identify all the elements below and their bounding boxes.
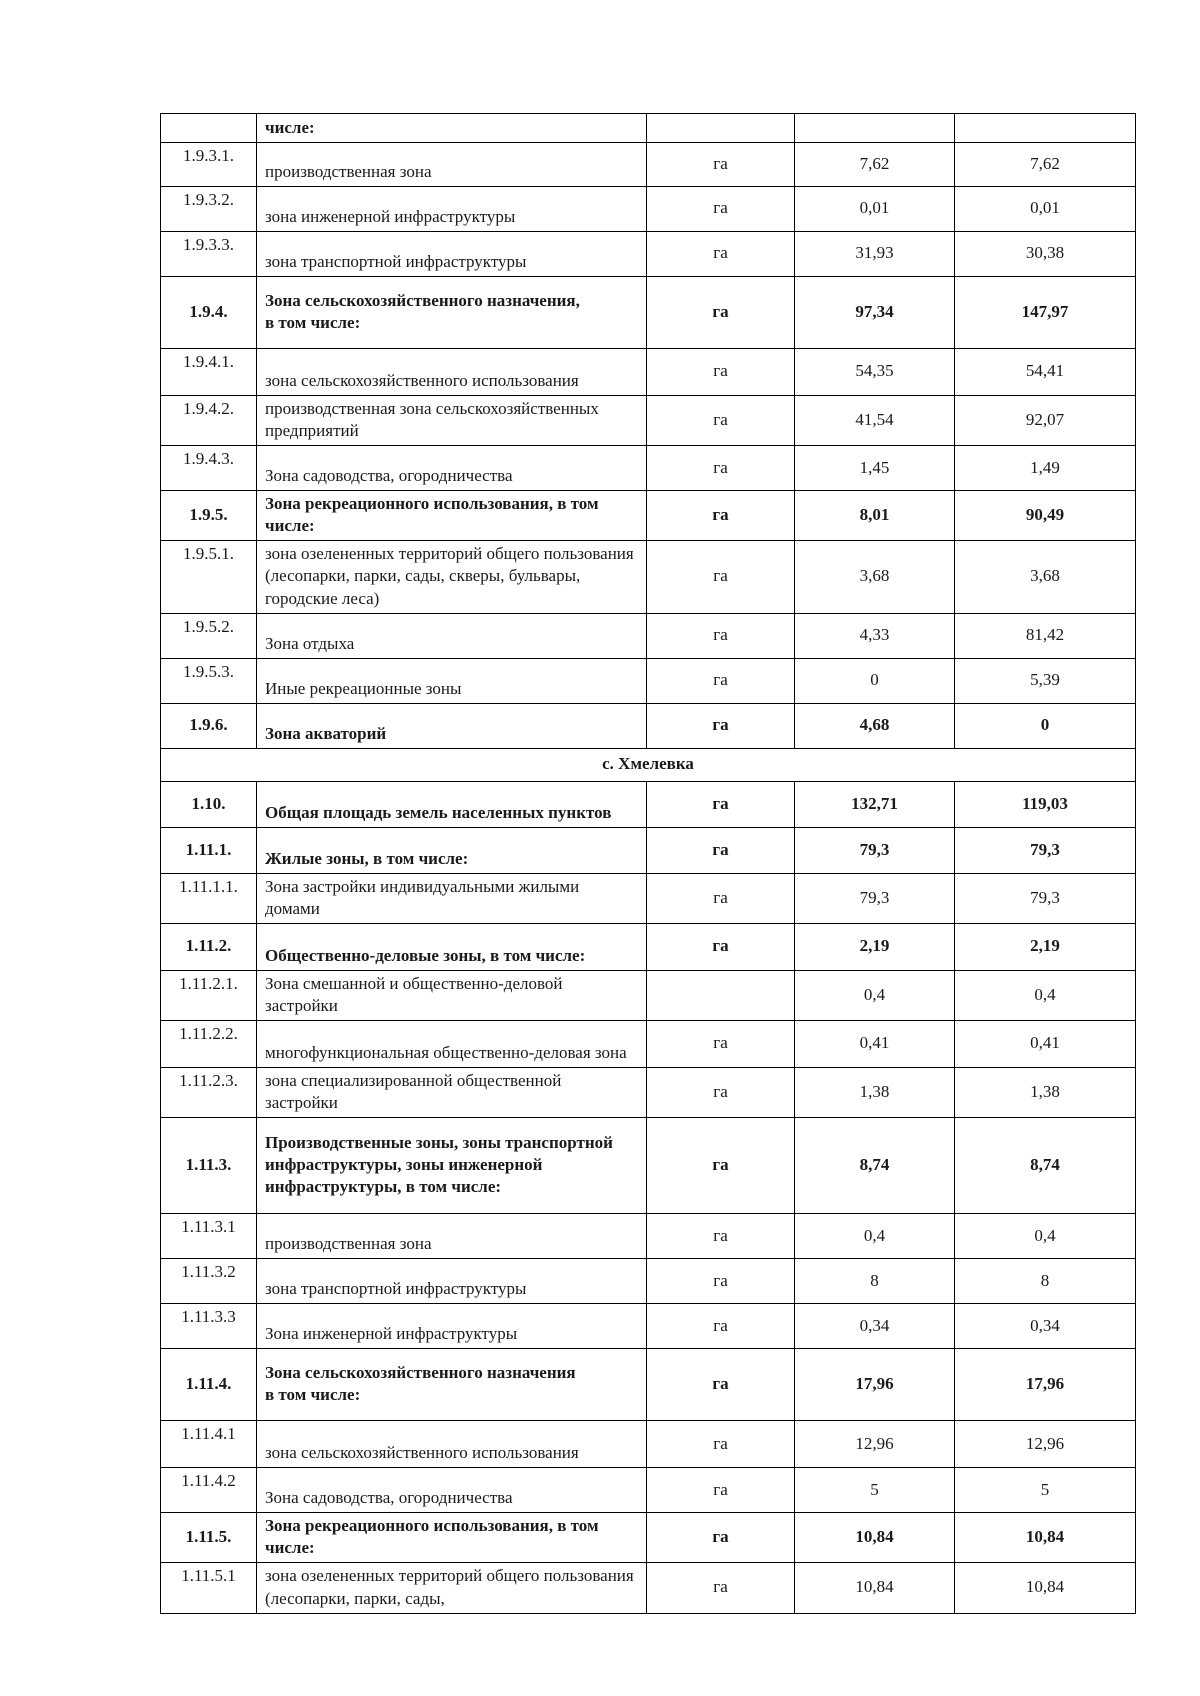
row-name: Зона акваторий <box>257 703 647 748</box>
row-number: 1.11.3.1 <box>161 1214 257 1259</box>
row-value-existing: 31,93 <box>795 232 955 277</box>
row-name: зона инженерной инфраструктуры <box>257 187 647 232</box>
row-unit: га <box>647 1068 795 1118</box>
table-row <box>161 658 1136 703</box>
row-value-existing: 10,84 <box>795 1563 955 1613</box>
row-unit: га <box>647 187 795 232</box>
table-row <box>161 613 1136 658</box>
table-row <box>161 1214 1136 1259</box>
row-number: 1.11.3.3 <box>161 1304 257 1349</box>
row-value-existing: 5 <box>795 1468 955 1513</box>
table-row <box>161 1563 1136 1613</box>
row-number: 1.9.3.2. <box>161 187 257 232</box>
row-name: числе: <box>257 114 647 143</box>
row-value-projected <box>955 114 1136 143</box>
table-row <box>161 873 1136 923</box>
table-row <box>161 1349 1136 1421</box>
row-unit: га <box>647 1021 795 1068</box>
row-value-existing: 0,34 <box>795 1304 955 1349</box>
row-unit: га <box>647 232 795 277</box>
row-number: 1.11.4. <box>161 1349 257 1421</box>
row-value-projected: 0,34 <box>955 1304 1136 1349</box>
row-name: зона озелененных территорий общего пользования (лесопарки, парки, сады, скверы, бульвары, городские леса) <box>257 541 647 613</box>
row-unit: га <box>647 491 795 541</box>
row-value-existing: 0 <box>795 658 955 703</box>
row-value-projected: 10,84 <box>955 1513 1136 1563</box>
row-name: производственная зона <box>257 1214 647 1259</box>
row-number: 1.9.3.1. <box>161 143 257 187</box>
row-number: 1.11.2. <box>161 923 257 970</box>
row-name: Зона рекреационного использования, в том числе: <box>257 491 647 541</box>
row-number: 1.11.2.2. <box>161 1021 257 1068</box>
row-unit: га <box>647 1259 795 1304</box>
table-row <box>161 143 1136 187</box>
row-number: 1.9.5.2. <box>161 613 257 658</box>
row-number <box>161 114 257 143</box>
row-number: 1.11.3.2 <box>161 1259 257 1304</box>
row-value-existing: 0,4 <box>795 1214 955 1259</box>
row-value-projected: 92,07 <box>955 396 1136 446</box>
section-title: с. Хмелевка <box>161 748 1136 781</box>
row-name: многофункциональная общественно-деловая зона <box>257 1021 647 1068</box>
row-value-existing: 8,74 <box>795 1118 955 1214</box>
row-value-existing: 0,4 <box>795 970 955 1020</box>
table-row <box>161 1468 1136 1513</box>
row-value-existing: 8 <box>795 1259 955 1304</box>
row-value-projected: 17,96 <box>955 1349 1136 1421</box>
row-unit <box>647 970 795 1020</box>
table-row <box>161 923 1136 970</box>
row-number: 1.9.5.3. <box>161 658 257 703</box>
row-unit: га <box>647 873 795 923</box>
row-unit: га <box>647 1563 795 1613</box>
row-value-existing: 8,01 <box>795 491 955 541</box>
row-unit: га <box>647 1214 795 1259</box>
row-value-existing: 3,68 <box>795 541 955 613</box>
row-value-projected: 2,19 <box>955 923 1136 970</box>
row-value-projected: 8 <box>955 1259 1136 1304</box>
row-value-projected: 0,01 <box>955 187 1136 232</box>
row-name: Зона сельскохозяйственного назначения в том числе: <box>257 1349 647 1421</box>
row-value-existing: 7,62 <box>795 143 955 187</box>
row-value-projected: 119,03 <box>955 781 1136 827</box>
table-row <box>161 1118 1136 1214</box>
row-value-projected: 3,68 <box>955 541 1136 613</box>
row-unit: га <box>647 1513 795 1563</box>
row-number: 1.11.2.1. <box>161 970 257 1020</box>
row-name: Жилые зоны, в том числе: <box>257 827 647 873</box>
table-row <box>161 114 1136 143</box>
row-value-projected: 0,41 <box>955 1021 1136 1068</box>
row-name: Зона сельскохозяйственного назначения, в том числе: <box>257 277 647 349</box>
table-row <box>161 491 1136 541</box>
row-name: производственная зона <box>257 143 647 187</box>
table-row <box>161 703 1136 748</box>
row-number: 1.9.3.3. <box>161 232 257 277</box>
row-number: 1.11.1. <box>161 827 257 873</box>
row-name: зона транспортной инфраструктуры <box>257 232 647 277</box>
row-value-projected: 30,38 <box>955 232 1136 277</box>
row-value-existing: 97,34 <box>795 277 955 349</box>
row-unit: га <box>647 703 795 748</box>
row-value-projected: 8,74 <box>955 1118 1136 1214</box>
row-number: 1.9.4. <box>161 277 257 349</box>
row-number: 1.11.1.1. <box>161 873 257 923</box>
row-number: 1.9.4.3. <box>161 446 257 491</box>
row-name: зона специализированной общественной застройки <box>257 1068 647 1118</box>
row-name: Зона рекреационного использования, в том числе: <box>257 1513 647 1563</box>
row-unit: га <box>647 781 795 827</box>
row-value-existing: 54,35 <box>795 349 955 396</box>
row-unit: га <box>647 541 795 613</box>
table-row <box>161 1259 1136 1304</box>
row-value-existing: 1,38 <box>795 1068 955 1118</box>
row-value-projected: 7,62 <box>955 143 1136 187</box>
row-unit: га <box>647 1349 795 1421</box>
row-value-existing: 79,3 <box>795 827 955 873</box>
table-row <box>161 1513 1136 1563</box>
row-value-projected: 81,42 <box>955 613 1136 658</box>
row-name: Зона отдыха <box>257 613 647 658</box>
table-row <box>161 187 1136 232</box>
row-number: 1.11.5. <box>161 1513 257 1563</box>
row-value-projected: 5,39 <box>955 658 1136 703</box>
table-row <box>161 970 1136 1020</box>
table-row <box>161 1421 1136 1468</box>
row-value-projected: 12,96 <box>955 1421 1136 1468</box>
row-unit: га <box>647 613 795 658</box>
row-value-projected: 147,97 <box>955 277 1136 349</box>
row-name: Зона садоводства, огородничества <box>257 446 647 491</box>
row-name: Зона садоводства, огородничества <box>257 1468 647 1513</box>
row-value-projected: 10,84 <box>955 1563 1136 1613</box>
row-value-projected: 54,41 <box>955 349 1136 396</box>
row-number: 1.9.4.2. <box>161 396 257 446</box>
row-value-projected: 90,49 <box>955 491 1136 541</box>
row-name: Общественно-деловые зоны, в том числе: <box>257 923 647 970</box>
row-unit: га <box>647 1468 795 1513</box>
row-unit: га <box>647 277 795 349</box>
row-unit: га <box>647 1421 795 1468</box>
row-unit: га <box>647 923 795 970</box>
row-unit: га <box>647 1118 795 1214</box>
zoning-area-table <box>160 113 1136 1614</box>
row-value-existing: 10,84 <box>795 1513 955 1563</box>
row-name: Зона застройки индивидуальными жилыми домами <box>257 873 647 923</box>
row-name: зона сельскохозяйственного использования <box>257 349 647 396</box>
row-number: 1.11.4.1 <box>161 1421 257 1468</box>
table-row <box>161 277 1136 349</box>
row-value-projected: 1,49 <box>955 446 1136 491</box>
row-number: 1.11.2.3. <box>161 1068 257 1118</box>
row-number: 1.9.5. <box>161 491 257 541</box>
row-value-projected: 79,3 <box>955 873 1136 923</box>
row-value-existing: 4,33 <box>795 613 955 658</box>
row-name: зона озелененных территорий общего пользования (лесопарки, парки, сады, <box>257 1563 647 1613</box>
row-value-projected: 0 <box>955 703 1136 748</box>
row-value-existing: 41,54 <box>795 396 955 446</box>
row-value-existing: 0,41 <box>795 1021 955 1068</box>
row-value-projected: 79,3 <box>955 827 1136 873</box>
row-number: 1.11.4.2 <box>161 1468 257 1513</box>
row-number: 1.11.3. <box>161 1118 257 1214</box>
table-row <box>161 1304 1136 1349</box>
row-value-existing: 132,71 <box>795 781 955 827</box>
table-row <box>161 232 1136 277</box>
row-value-existing: 4,68 <box>795 703 955 748</box>
row-name: производственная зона сельскохозяйственных предприятий <box>257 396 647 446</box>
table-row <box>161 349 1136 396</box>
row-name: зона транспортной инфраструктуры <box>257 1259 647 1304</box>
section-header-row <box>161 748 1136 781</box>
row-name: Зона инженерной инфраструктуры <box>257 1304 647 1349</box>
row-name: Зона смешанной и общественно-деловой застройки <box>257 970 647 1020</box>
table-row <box>161 827 1136 873</box>
row-value-projected: 1,38 <box>955 1068 1136 1118</box>
row-number: 1.9.4.1. <box>161 349 257 396</box>
row-value-existing: 79,3 <box>795 873 955 923</box>
row-value-projected: 0,4 <box>955 970 1136 1020</box>
table-row <box>161 1021 1136 1068</box>
row-name: Производственные зоны, зоны транспортной инфраструктуры, зоны инженерной инфраструктуры, в том числе: <box>257 1118 647 1214</box>
row-value-existing: 12,96 <box>795 1421 955 1468</box>
row-value-existing: 0,01 <box>795 187 955 232</box>
table-row <box>161 1068 1136 1118</box>
row-unit: га <box>647 396 795 446</box>
row-number: 1.11.5.1 <box>161 1563 257 1613</box>
row-unit: га <box>647 349 795 396</box>
row-number: 1.9.5.1. <box>161 541 257 613</box>
row-unit: га <box>647 143 795 187</box>
row-name: зона сельскохозяйственного использования <box>257 1421 647 1468</box>
row-value-existing: 1,45 <box>795 446 955 491</box>
row-value-projected: 0,4 <box>955 1214 1136 1259</box>
row-unit: га <box>647 827 795 873</box>
table-row <box>161 781 1136 827</box>
row-number: 1.10. <box>161 781 257 827</box>
table-row <box>161 541 1136 613</box>
row-unit <box>647 114 795 143</box>
table-body <box>161 114 1136 1614</box>
row-name: Иные рекреационные зоны <box>257 658 647 703</box>
row-number: 1.9.6. <box>161 703 257 748</box>
row-value-projected: 5 <box>955 1468 1136 1513</box>
table-row <box>161 396 1136 446</box>
row-unit: га <box>647 658 795 703</box>
row-unit: га <box>647 446 795 491</box>
row-value-existing: 2,19 <box>795 923 955 970</box>
row-unit: га <box>647 1304 795 1349</box>
row-name: Общая площадь земель населенных пунктов <box>257 781 647 827</box>
row-value-existing <box>795 114 955 143</box>
table-row <box>161 446 1136 491</box>
row-value-existing: 17,96 <box>795 1349 955 1421</box>
